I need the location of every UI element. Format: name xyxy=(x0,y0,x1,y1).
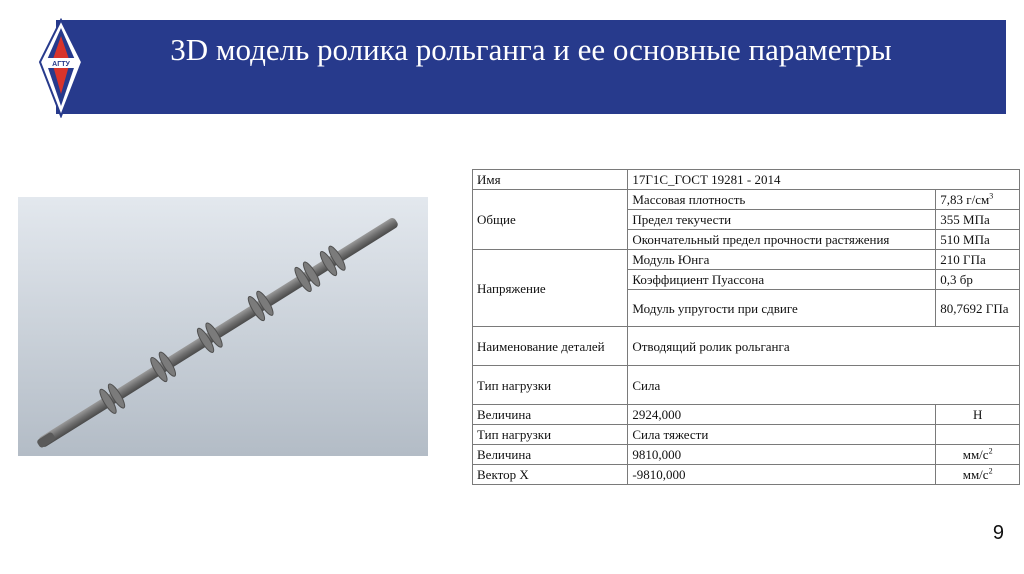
cell-label: Модуль упругости при сдвиге xyxy=(628,290,936,327)
cell-unit: $мм/с^2$ xyxy=(936,445,1020,465)
cell-value: -9810,000 xyxy=(628,465,936,485)
cell-value: Отводящий ролик рольганга xyxy=(628,327,1020,366)
cell-label: Вектор X xyxy=(473,465,628,485)
table-row xyxy=(473,445,1020,465)
table-row xyxy=(473,425,1020,445)
cell-value: 0,3 бр xyxy=(936,270,1020,290)
cell-value: 210 ГПа xyxy=(936,250,1020,270)
cell-label: Модуль Юнга xyxy=(628,250,936,270)
cell-unit: $мм/с^2$ xyxy=(936,465,1020,485)
cell-label: Тип нагрузки xyxy=(473,425,628,445)
cell-label: Величина xyxy=(473,405,628,425)
cell-label: Тип нагрузки xyxy=(473,366,628,405)
cell-label: Имя xyxy=(473,170,628,190)
table-row xyxy=(473,250,1020,270)
cell-value: 510 МПа xyxy=(936,230,1020,250)
cell-unit: Н xyxy=(936,405,1020,425)
cell-label: Наименование деталей xyxy=(473,327,628,366)
cell-value: 17Г1С_ГОСТ 19281 - 2014 xyxy=(628,170,1020,190)
cell-value: 9810,000 xyxy=(628,445,936,465)
cell-label: Окончательный предел прочности растяжения xyxy=(628,230,936,250)
parameters-table xyxy=(472,169,1020,485)
table-row xyxy=(473,170,1020,190)
cell-label: Массовая плотность xyxy=(628,190,936,210)
table-row xyxy=(473,190,1020,210)
cell-group-label: Напряжение xyxy=(473,250,628,327)
cell-label: Предел текучести xyxy=(628,210,936,230)
cell-unit xyxy=(936,425,1020,445)
page-number: 9 xyxy=(992,522,1004,544)
cell-value: 355 МПа xyxy=(936,210,1020,230)
cell-value: Сила xyxy=(628,366,1020,405)
cell-value: 2924,000 xyxy=(628,405,936,425)
table-row xyxy=(473,465,1020,485)
table-row xyxy=(473,405,1020,425)
cell-label: Коэффициент Пуассона xyxy=(628,270,936,290)
svg-text:АГТУ: АГТУ xyxy=(52,61,70,68)
cell-value: 7,83 $г/см^3$ xyxy=(936,190,1020,210)
roller-3d-model-image xyxy=(18,197,428,456)
table-row xyxy=(473,327,1020,366)
table-row xyxy=(473,366,1020,405)
slide-title: 3D модель ролика рольганга и ее основные параметры xyxy=(170,32,892,67)
cell-value: 80,7692 ГПа xyxy=(936,290,1020,327)
cell-value: Сила тяжести xyxy=(628,425,936,445)
cell-group-label: Общие xyxy=(473,190,628,250)
cell-label: Величина xyxy=(473,445,628,465)
